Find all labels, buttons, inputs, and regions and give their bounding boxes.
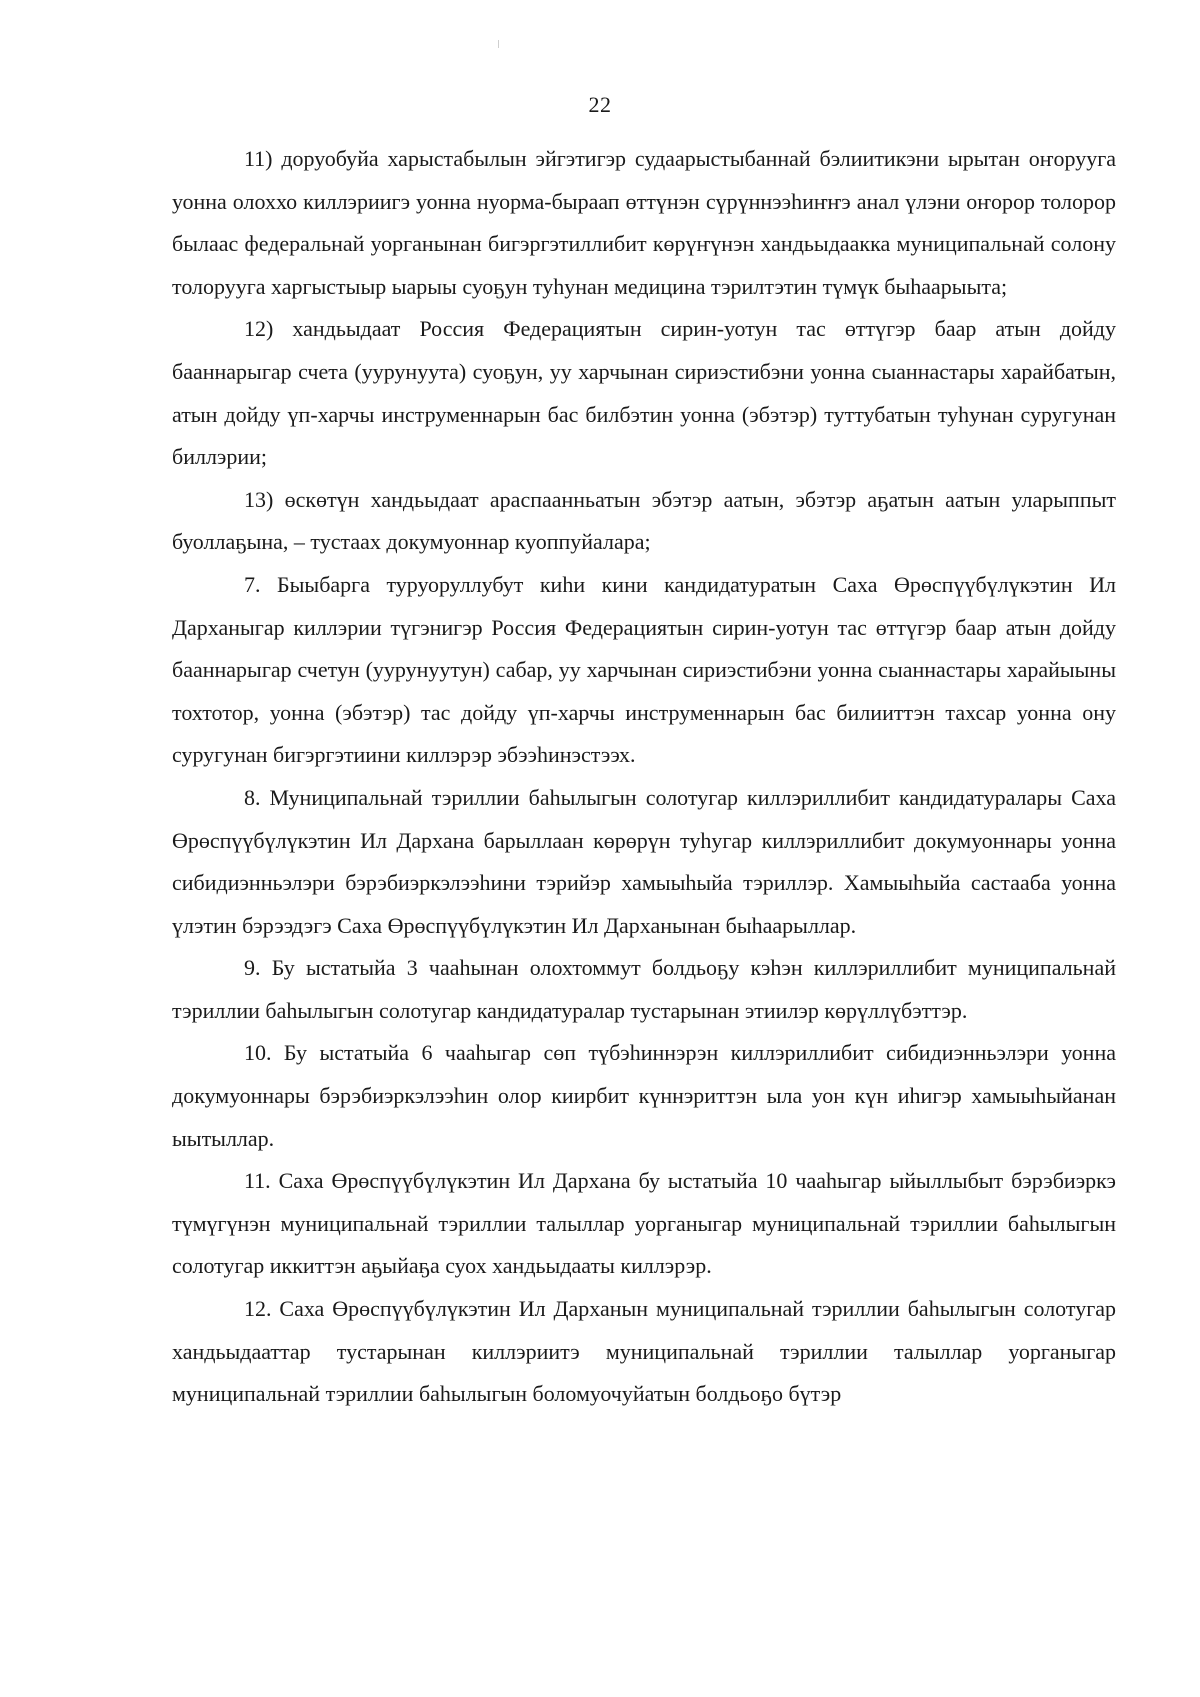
page-number: 22: [588, 92, 612, 117]
paragraph-item-13: 13) өскөтүн хандьыдаат араспаанньатын эбэтэр аатын, эбэтэр аҕатын аатын уларыппыт буоллаҕына, – тустаах докумуоннар куоппуйалара;: [172, 486, 1116, 555]
paragraph-section-9: 9. Бу ыстатыйа 3 чааһынан олохтоммут болдьоҕу кэһэн киллэриллибит муниципальнай тэриллии баһылыгын солотугар кандидатуралар тустарынан этиилэр көрүллүбэттэр.: [172, 955, 1116, 1023]
paragraph-item-11: 11) доруобуйа харыстабылын эйгэтигэр судаарыстыбаннай бэлиитикэни ырытан оҥорууга уонна олоххо киллэриигэ уонна нуорма-быраап өттүнэн сүрүннээһиҥҥэ анал үлэни оҥорор толорор былаас федеральнай уорганынан бигэргэтиллибит көрүҥүнэн хандьыдаакка муниципальнай солону толорууга харгыстыыр ыарыы суоҕун туһунан медицина тэрилтэтин түмүк быһаарыыта;: [172, 146, 1116, 299]
paragraph-section-7: 7. Быыбарга туруоруллубут киһи кини кандидатуратын Саха Өрөспүүбүлүкэтин Ил Дарханыгар киллэрии түгэнигэр Россия Федерациятын сирин-уотун тас өттүгэр баар атын дойду бааннарыгар счетун (уурунуутун) сабар, уу харчынан сириэстибэни уонна сыаннастары харайыыны тохтотор, уонна (эбэтэр) тас дойду үп-харчы инструменнарын бас билииттэн тахсар уонна ону суругунан бигэргэтиини киллэрэр эбээһинэстээх.: [172, 571, 1116, 768]
document-body: [172, 138, 1116, 1416]
paragraph-section-10: 10. Бу ыстатыйа 6 чааһыгар сөп түбэһиннэрэн киллэриллибит сибидиэнньэлэри уонна докумуоннары бэрэбиэркэлээһин олор киирбит күннэриттэн ыла уон күн иһигэр хамыыһыйанан ыытыллар.: [172, 1040, 1116, 1151]
paragraph-section-12: 12. Саха Өрөспүүбүлүкэтин Ил Дарханын муниципальнай тэриллии баһылыгын солотугар хандьыдааттар тустарынан киллэриитэ муниципальнай тэриллии талыллар уорганыгар муниципальнай тэриллии баһылыгын боломуочуйатын болдьоҕо бүтэр: [172, 1296, 1116, 1407]
scan-artifact: [498, 40, 499, 48]
paragraph-section-8: 8. Муниципальнай тэриллии баһылыгын солотугар киллэриллибит кандидатуралары Саха Өрөспүүбүлүкэтин Ил Дархана барыллаан көрөрүн туһугар киллэриллибит докумуоннары уонна сибидиэнньэлэри бэрэбиэркэлээһини тэрийэр хамыыһыйа тэриллэр. Хамыыһыйа састааба уонна үлэтин бэрээдэгэ Саха Өрөспүүбүлүкэтин Ил Дарханынан быһаарыллар.: [172, 784, 1116, 938]
paragraph-section-11: 11. Саха Өрөспүүбүлүкэтин Ил Дархана бу ыстатыйа 10 чааһыгар ыйыллыбыт бэрэбиэркэ түмүгүнэн муниципальнай тэриллии талыллар уорганыгар муниципальнай тэриллии баһылыгын солотугар иккиттэн аҕыйаҕа суох хандьыдааты киллэрэр.: [172, 1168, 1116, 1279]
paragraph-item-12: 12) хандьыдаат Россия Федерациятын сирин-уотун тас өттүгэр баар атын дойду бааннарыгар счета (уурунуута) суоҕун, уу харчынан сириэстибэни уонна сыаннастары харайбатын, атын дойду үп-харчы инструменнарын бас билбэтин уонна (эбэтэр) туттубатын туһунан суругунан биллэрии;: [172, 316, 1116, 470]
